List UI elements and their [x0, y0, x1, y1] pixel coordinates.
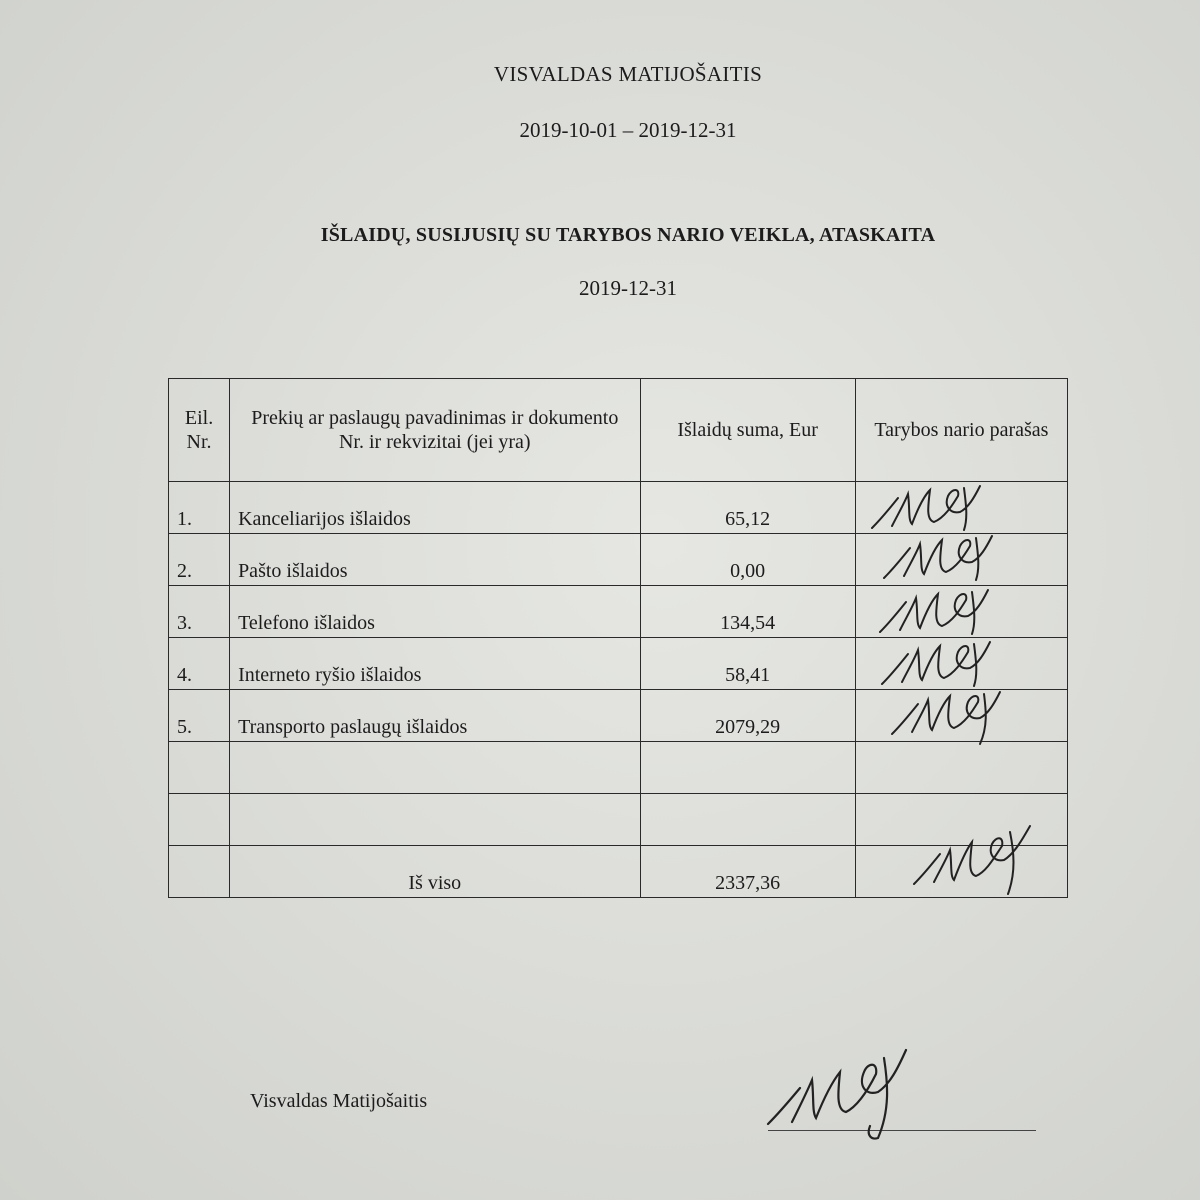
row-signature-cell — [855, 586, 1067, 638]
report-title: IŠLAIDŲ, SUSIJUSIŲ SU TARYBOS NARIO VEIKLA, ATASKAITA — [320, 224, 936, 246]
row-description: Kanceliarijos išlaidos — [230, 482, 640, 534]
table-total-row — [169, 846, 1068, 898]
row-number: 3. — [169, 586, 230, 638]
table-row — [169, 638, 1068, 690]
row-signature-cell — [855, 638, 1067, 690]
row-number: 5. — [169, 690, 230, 742]
reporting-period: 2019-10-01 – 2019-12-31 — [519, 118, 737, 142]
column-header-description: Prekių ar paslaugų pavadinimas ir dokumento Nr. ir rekvizitai (jei yra) — [230, 379, 640, 482]
signature-line — [768, 1130, 1036, 1131]
total-signature-cell — [855, 846, 1067, 898]
row-amount: 58,41 — [640, 638, 855, 690]
table-row — [169, 534, 1068, 586]
row-amount: 65,12 — [640, 482, 855, 534]
row-description: Interneto ryšio išlaidos — [230, 638, 640, 690]
table-row-empty — [169, 742, 1068, 794]
row-amount: 0,00 — [640, 534, 855, 586]
row-description: Transporto paslaugų išlaidos — [230, 690, 640, 742]
table-row — [169, 690, 1068, 742]
row-amount: 2079,29 — [640, 690, 855, 742]
row-number: 1. — [169, 482, 230, 534]
row-number: 2. — [169, 534, 230, 586]
table-row — [169, 586, 1068, 638]
row-description: Pašto išlaidos — [230, 534, 640, 586]
total-label: Iš viso — [230, 846, 640, 898]
row-signature-cell — [855, 534, 1067, 586]
row-amount: 134,54 — [640, 586, 855, 638]
expenses-table — [168, 378, 1068, 898]
column-header-amount: Išlaidų suma, Eur — [640, 379, 855, 482]
author-name-heading: VISVALDAS MATIJOŠAITIS — [493, 62, 763, 86]
table-row — [169, 482, 1068, 534]
row-signature-cell — [855, 690, 1067, 742]
report-date: 2019-12-31 — [579, 276, 677, 300]
footer-signature — [764, 1040, 914, 1144]
table-row-empty — [169, 794, 1068, 846]
row-signature-cell — [855, 482, 1067, 534]
row-description: Telefono išlaidos — [230, 586, 640, 638]
total-amount: 2337,36 — [640, 846, 855, 898]
footer-signatory-name: Visvaldas Matijošaitis — [250, 1090, 428, 1112]
table-header-row — [169, 379, 1068, 482]
column-header-number: Eil. Nr. — [169, 379, 230, 482]
column-header-signature: Tarybos nario parašas — [855, 379, 1067, 482]
row-number: 4. — [169, 638, 230, 690]
